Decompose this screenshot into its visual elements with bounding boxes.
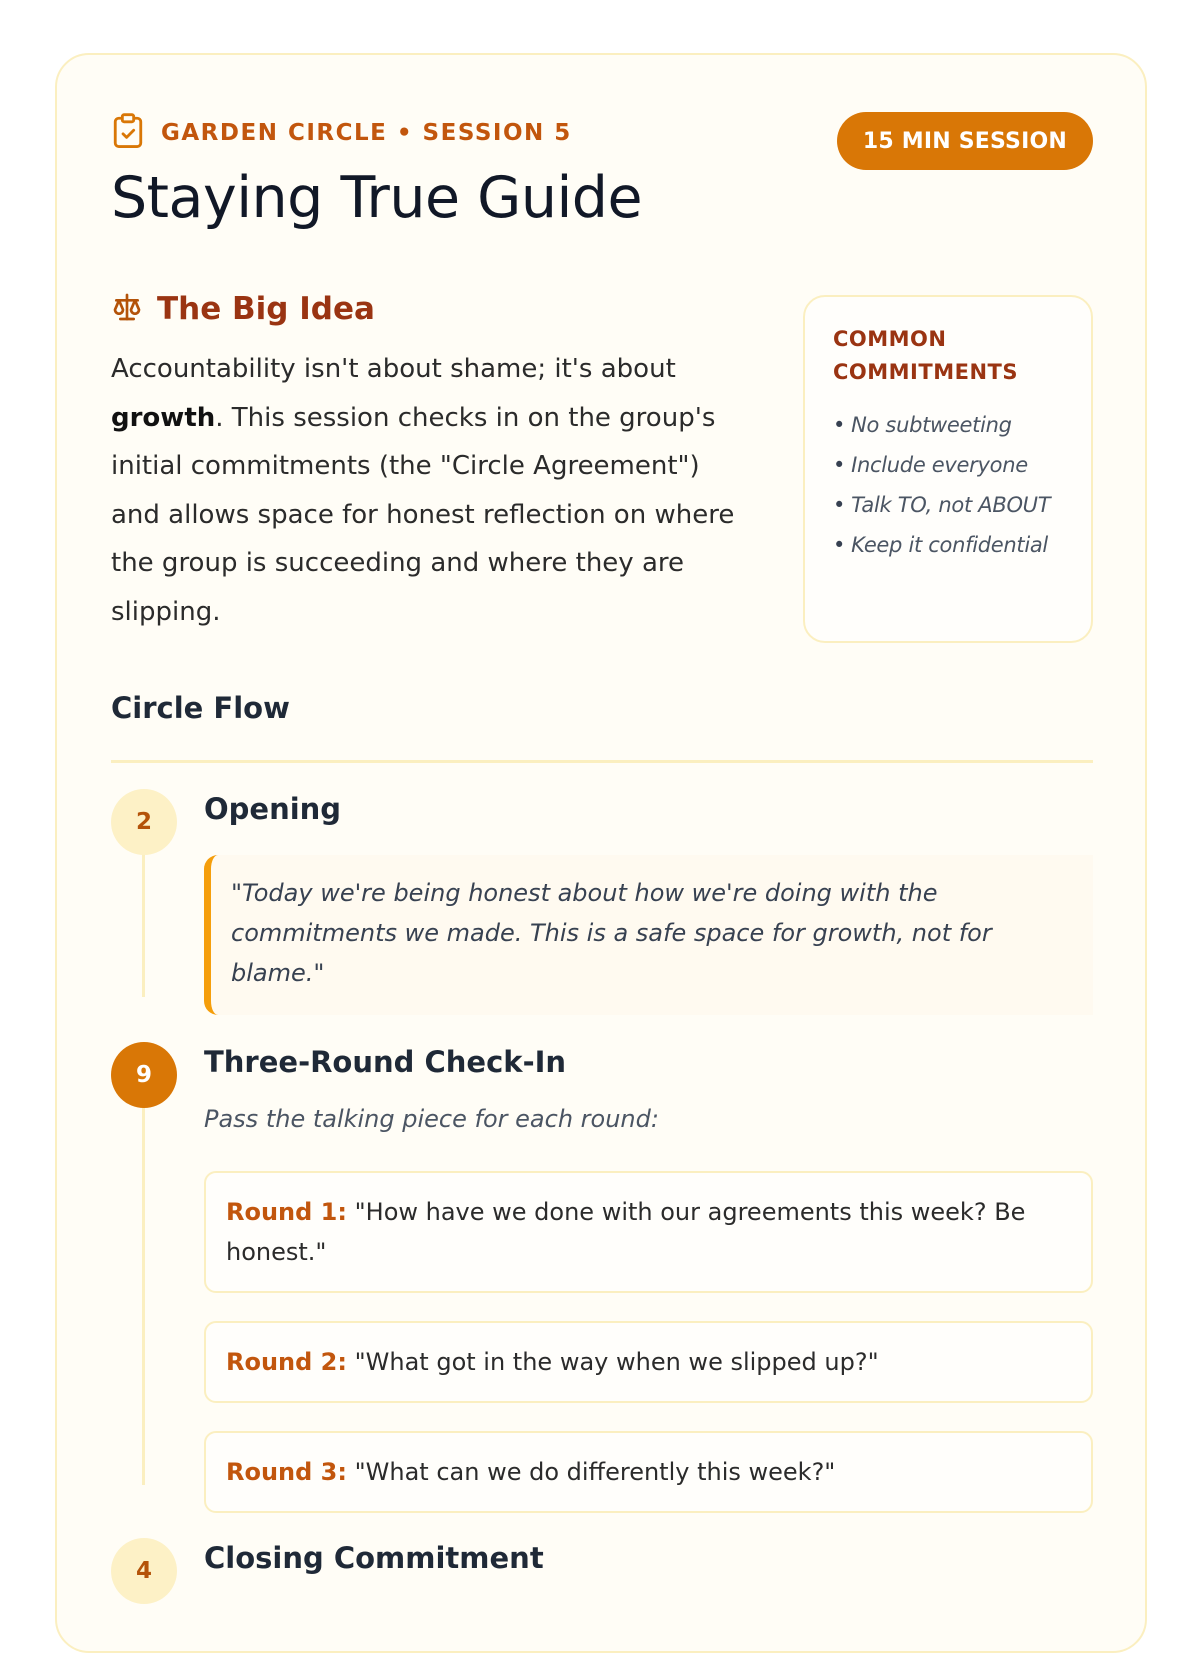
big-idea-header	[111, 291, 375, 327]
round-prompt: "How have we done with our agreements this week? Be honest."	[226, 1198, 1026, 1266]
round-prompt: "What can we do differently this week?"	[346, 1458, 836, 1486]
emphasis-growth: growth	[111, 402, 216, 433]
list-item: • No subtweeting	[833, 405, 1091, 445]
commitments-box	[803, 295, 1093, 643]
timeline-line	[142, 1075, 145, 1485]
commitments-list	[833, 405, 1091, 565]
guide-card	[55, 53, 1147, 1653]
list-item: • Keep it confidential	[833, 525, 1091, 565]
round-label: Round 3:	[226, 1458, 347, 1486]
step-title-check-in: Three-Round Check-In	[204, 1045, 567, 1079]
duration-badge: 15 MIN SESSION	[837, 112, 1093, 170]
commitments-title: COMMON COMMITMENTS	[833, 327, 1018, 384]
round-card	[204, 1321, 1093, 1403]
round-card	[204, 1431, 1093, 1513]
list-item: • Talk TO, not ABOUT	[833, 485, 1091, 525]
step-minutes-badge: 9	[111, 1042, 177, 1108]
step-title-closing: Closing Commitment	[204, 1541, 544, 1575]
scale-icon	[111, 291, 143, 327]
circle-flow-heading: Circle Flow	[111, 691, 290, 725]
opening-quote: "Today we're being honest about how we're doing with the commitments we made. This is a safe space for growth, not for blame."	[204, 855, 1093, 1015]
big-idea-title: The Big Idea	[157, 291, 375, 327]
round-prompt: "What got in the way when we slipped up?"	[346, 1348, 879, 1376]
page-title: Staying True Guide	[111, 165, 643, 231]
round-label: Round 2:	[226, 1348, 347, 1376]
check-in-instructions: Pass the talking piece for each round:	[204, 1105, 659, 1133]
eyebrow	[111, 112, 572, 154]
round-label: Round 1:	[226, 1198, 347, 1226]
step-minutes-badge: 4	[111, 1538, 177, 1604]
list-item: • Include everyone	[833, 445, 1091, 485]
step-title-opening: Opening	[204, 792, 342, 826]
big-idea-body: Accountability isn't about shame; it's about growth. This session checks in on the group's initial commitments (the "Circle Agreement") and allows space for honest reflection on where the group is succeeding and where they are slipping.	[111, 354, 735, 627]
round-card	[204, 1171, 1093, 1293]
session-label: GARDEN CIRCLE • SESSION 5	[161, 120, 572, 146]
step-minutes-badge: 2	[111, 789, 177, 855]
clipboard-check-icon	[111, 112, 145, 154]
divider	[111, 760, 1093, 763]
